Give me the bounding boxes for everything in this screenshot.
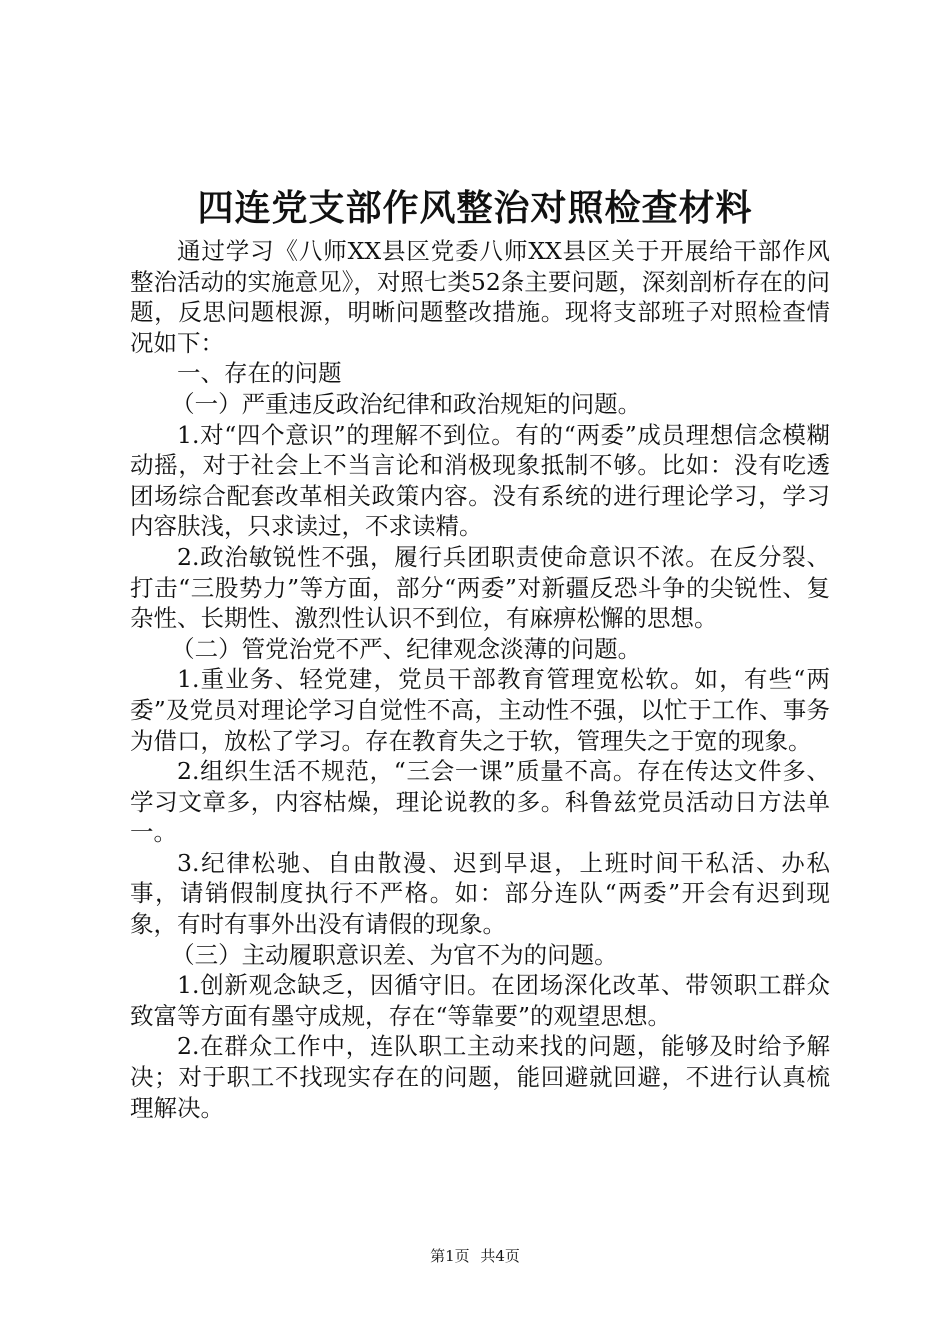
page-number: 第1页 bbox=[430, 1247, 470, 1265]
body-paragraph: 3.纪律松驰、自由散漫、迟到早退，上班时间干私活、办私事，请销假制度执行不严格。如：部分连队“两委”开会有迟到现象，有时有事外出没有请假的现象。 bbox=[130, 848, 830, 939]
intro-paragraph: 通过学习《八师XX县区党委八师XX县区关于开展给干部作风整治活动的实施意见》，对照七类52条主要问题，深刻剖析存在的问题，反思问题根源，明晰问题整改措施。现将支部班子对照检查情况如下： bbox=[130, 237, 830, 357]
subsection-heading: （一）严重违反政治纪律和政治规矩的问题。 bbox=[171, 389, 642, 418]
body-paragraph: 1.对“四个意识”的理解不到位。有的“两委”成员理想信念模糊动摇，对于社会上不当言论和消极现象抵制不够。比如：没有吃透团场综合配套改革相关政策内容。没有系统的进行理论学习，学习内容肤浅，只求读过，不求读精。 bbox=[130, 420, 830, 541]
body-paragraph: 2.在群众工作中，连队职工主动来找的问题，能够及时给予解决；对于职工不找现实存在的问题，能回避就回避，不进行认真梳理解决。 bbox=[130, 1032, 830, 1122]
body-paragraph: 1.重业务、轻党建，党员干部教育管理宽松软。如，有些“两委”及党员对理论学习自觉性不高，主动性不强，以忙于工作、事务为借口，放松了学习。存在教育失之于软，管理失之于宽的现象。 bbox=[130, 665, 830, 755]
body-paragraph: 2.政治敏锐性不强，履行兵团职责使命意识不浓。在反分裂、打击“三股势力”等方面，部分“两委”对新疆反恐斗争的尖锐性、复杂性、长期性、激烈性认识不到位，有麻痹松懈的思想。 bbox=[130, 542, 830, 633]
body-paragraph: 1.创新观念缺乏，因循守旧。在团场深化改革、带领职工群众致富等方面有墨守成规，存在“等靠要”的观望思想。 bbox=[130, 971, 830, 1030]
page-total: 共4页 bbox=[480, 1247, 520, 1265]
subsection-heading: （二）管党治党不严、纪律观念淡薄的问题。 bbox=[171, 634, 642, 663]
section-heading: 一、存在的问题 bbox=[177, 359, 342, 388]
page-footer bbox=[0, 1245, 950, 1266]
subsection-heading: （三）主动履职意识差、为官不为的问题。 bbox=[171, 940, 618, 969]
body-paragraph: 2.组织生活不规范，“三会一课”质量不高。存在传达文件多、学习文章多，内容枯燥，理论说教的多。科鲁兹党员活动日方法单一。 bbox=[130, 757, 830, 847]
document-title: 四连党支部作风整治对照检查材料 bbox=[197, 187, 753, 229]
document-body bbox=[130, 236, 830, 1123]
